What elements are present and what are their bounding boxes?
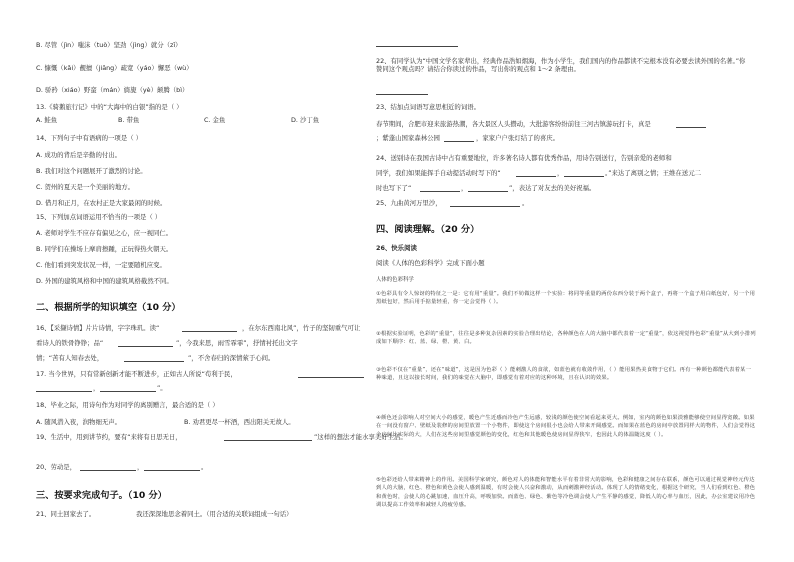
blank-line [124,361,184,362]
blank-line [100,391,156,392]
answer-line [376,94,428,95]
article-paragraph-1: ①色彩具有令人惊讶的特征之一是：它有用“重量”。我们不妨做这样一个实验：将同等重量的两份东西分装于两个盒子，再将一个盒子用白纸包好，另一个用黑纸包好，然后用手掂量轻重，你一定会觉得（ ）。 [376,291,756,306]
option-b-pinyin: B. 尽管（jìn）嗤沫（tuò）坚劲（jìng）就分（zī） [36,41,182,49]
question-13: 13.《骑鹅旅行记》中的“大海中的白银”指的是（ ） [36,103,183,111]
blank-line [516,176,556,177]
q20-a: 20、劳动是， [36,463,77,471]
blank-line [564,176,604,177]
question-14: 14、下列句子中有语病的一项是（ ） [36,134,143,142]
q23-text1: 春节期间，合肥市迎来旅游热潮，各大景区人头攒动，大批游客纷纷前往三河古镇游玩打卡，真是 [376,120,651,128]
question-25: 25、九曲黄河万里沙， [376,199,442,207]
q24-line2-comma: ， [557,169,564,177]
article-title: 人体的色彩科学 [376,277,414,283]
q13-option-b: B. 带鱼 [118,116,140,124]
section-4-heading: 四、阅读理解。（20 分） [376,224,480,235]
q16-line2-a: 看诗人的铁骨铮铮；品“ [36,339,104,347]
blank-line [444,141,474,142]
q16-line3-a: 情；“苦有人知春去处， [36,354,104,362]
q20-comma: ， [137,463,144,471]
blank-line [676,127,706,128]
q20-end: 。 [201,463,208,471]
blank-line [450,206,520,207]
q14-option-d: D. 借月和正月，在农村正是大家最闲的时候。 [36,199,167,207]
q15-option-d: D. 外国的建筑风格和中国的建筑风格截然不同。 [36,277,173,285]
question-26: 26、快乐阅读 [376,244,417,252]
question-15: 15、下列加点词语运用不恰当的一项是（ ） [36,213,162,221]
q15-option-b: B. 同学们在操场上摩肩擦踵，正玩得热火朝天。 [36,245,173,253]
q19-line1-b: ”这样的想法才能水享美好生活。 [314,433,407,441]
q13-option-a: A. 鲑鱼 [36,116,58,124]
article-paragraph-3: ③色彩不仅在“重量”，还在“味道”，这是因为色彩（ ）能刺激人的食欲，如蓝色就有收敛作用，（ ）能用果热美食物于它们。再有一种颜色都能代表着某一种味道，且这以接长时间，我们的味觉在大脑中，即感觉有着对应的这种环境，且在认识的效果。 [376,367,752,382]
q18-option-b: B. 劝君更尽一杯酒，西出阳关无故人。 [184,418,295,426]
q14-option-a: A. 成功的背后是辛勤的付出。 [36,151,122,159]
blank-line [224,440,312,441]
q16-line3-b: ”，不舍春归的深情萦于心间。 [188,354,275,362]
option-c-pinyin: C. 慷慨（kǎi）靓擅（jiāng）疏宽（yáo）懈恶（wù） [36,64,193,72]
q21-a: 21、同土回家去了。 [36,510,96,518]
q13-option-d: D. 沙丁鱼 [291,116,320,124]
q24-line2-a: 同学，我们如果能挥手自动提活动时写下的“ [376,169,501,177]
q24-line3-a: 时也写下了“ [376,184,412,192]
article-paragraph-5: ⑤色彩还给人带来精神上的作用。美国科学家研究，颜色对人的体能和智能水平有着非常大的影响，色彩和健康之间存在联系，颜色可以通过视觉神经元传达到人的大脑，红色、橙色和黄色会使人感到温暖，有时会使人兴奋和激动，从而刺激神经活动。体现了人的情绪变化，根据这个研究，当人们看到红色、橙色和黄色时，会使人的心跳加速，血压升高，呼吸加快。而蓝色、绿色、紫色等冷色调会使人产生平静的感觉，降低人的心率与血压，因此，办公室建议用冷色调以提高工作效率和减轻人的疲劳感。 [376,477,756,509]
blank-line [420,191,460,192]
article-paragraph-2: ②根据实验证明，色彩的“重量”，往往是多种复杂因素的实验合理出结论，各种颜色在人的大脑中都代表着一定“重量”，依这视觉得色彩“重量”从大到小排列成如下顺序：红、蓝、绿、橙、黄、白。 [376,331,756,346]
question-23: 23、结加点词语写意思相近的词语。 [376,103,480,111]
blank-line [298,377,364,378]
blank-line [182,331,237,332]
blank-line [80,470,136,471]
q15-option-c: C. 他们看到突发状况一样，一定要随机应变。 [36,261,166,269]
section-3-heading: 三、按要求完成句子。（10 分） [36,490,167,501]
blank-line [468,191,508,192]
q24-line2-b: 。”来达了离别之情；王维在送元二 [605,169,701,177]
question-22: 22、有同学认为“中国文学名家辈出，经典作品浩如烟海，作为小学生，我们国内的作品都读不完根本没有必要去读外国的名著。”你赞同这个观点吗？请结合你读过的作品，写出你的观点和 1～2 条理由。 [376,57,746,73]
article-paragraph-4: ④颜色还会影响人对空间大小的感觉，暖色产生近感而冷色产生远感，较浅的颜色使空间看起来更大。例如，室内的颜色如果淡雅能够使空间显得宽敞。如果在一间没有窗户、壁纸及装修的房间里放置一个小物件，即使这个房间很小也会给人带来开阔感觉。而如果在蓝色的房间中放置同样大的物件，人们会觉得这个房间比实际的大，人们在这些房间里感觉颜色的变化，红色和其他暖色使房间显得狭窄，也因此人的体温随这度（ ）。 [376,415,756,438]
q16-line1-b: ，在尔东西南北风”，竹子的坚韧重气可让 [242,324,361,332]
question-18: 18、毕业之际，用诗句作为对同学的离别赠言，最合适的是（ ） [36,401,219,409]
option-d-pinyin: D. 骄矜（xiáo）野蛮（mán）旖旎（yè）颠腾（bì） [36,86,189,94]
q24-line3-b: ”，表达了对友去的美好祝福。 [509,184,596,192]
q13-option-c: C. 金鱼 [204,116,226,124]
q23-text3: ，家家户户张灯结了的喜庆。 [476,134,560,142]
q17-line1: 17. 当今世界，只有常新创新才能不断进步，正如古人所说“苟利于民， [36,370,237,378]
q16-line2-b: ”，今我来思，雨雪霏霏”，抒情衬托出文字 [176,339,298,347]
section-2-heading: 二、根据所学的知识填空（10 分） [36,302,181,313]
answer-line [376,46,458,47]
q24-line1: 24、送别诗在我国古诗中占有重要地位，许多著名诗人都有优秀作品，用诗告别送行，告别亲爱的老师和 [376,154,672,162]
blank-line [36,391,92,392]
q15-option-a: A. 老师对学生不应存有偏见之心，应一视同仁。 [36,229,173,237]
q14-option-b: B. 我们对这个问题展开了激烈的讨论。 [36,167,147,175]
q19-line1-a: 19、生活中，用到讲节约，要有“来将有日思无日， [36,433,182,441]
q25-end: 。 [522,199,529,207]
q14-option-c: C. 贺州的夏天是一个美丽的地方。 [36,183,134,191]
q26-intro: 阅读《人体的色彩科学》完成下面小题 [376,259,485,267]
q21-b: 我还深深地思念着同土。（用合适的关联词组成一句话） [136,510,293,518]
q23-text2: ；紫蓬山国家森林公园 [376,134,440,142]
q16-line1-a: 16、【采撷诗情】片片诗情，字字珠玑。读“ [36,324,160,332]
q17-comma: ， [93,384,100,392]
blank-line [118,346,173,347]
q17-end: ”。 [157,384,167,392]
q24-line3-comma: ， [461,184,468,192]
q18-option-a: A. 随风潜入夜，润物细无声。 [36,418,122,426]
blank-line [144,470,200,471]
